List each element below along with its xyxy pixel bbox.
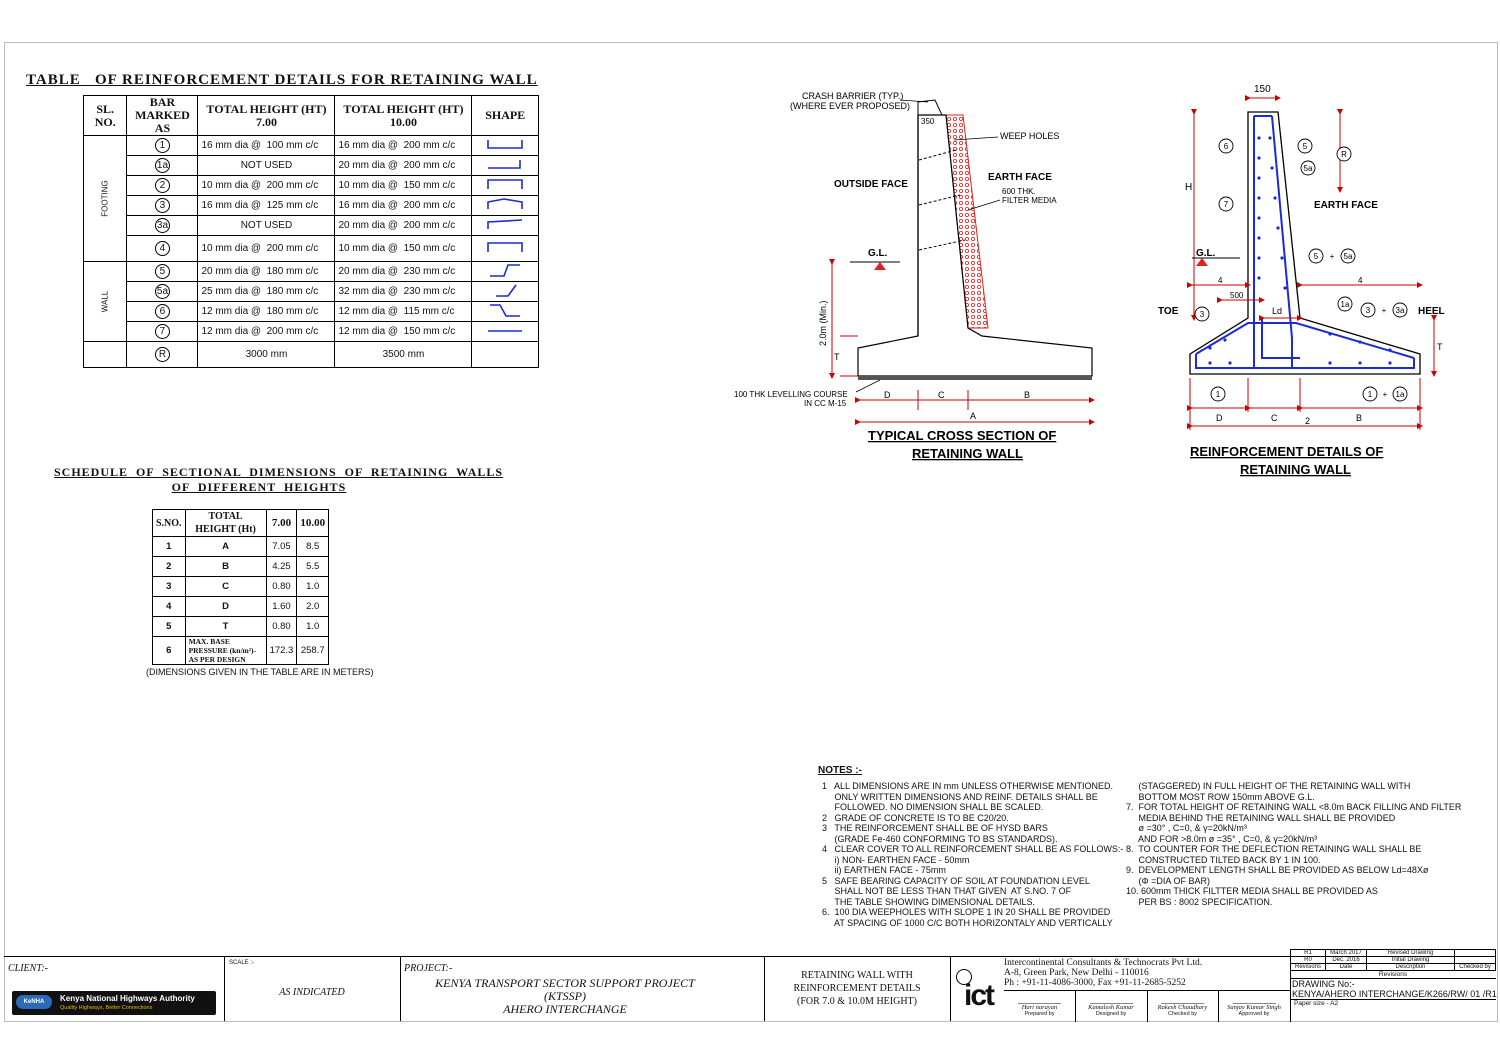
reinforcement-row <box>84 216 539 236</box>
schedule-row <box>153 597 329 617</box>
signature-scribble <box>1161 993 1204 1004</box>
sch-label: MAX. BASE PRESSURE (kn/m²)-AS PER DESIGN <box>185 637 266 665</box>
rd-mark-3a: 3a <box>1395 306 1405 315</box>
revision-row <box>1291 950 1496 957</box>
reinforcement-row <box>84 262 539 282</box>
rd-plus-1: + <box>1329 252 1335 261</box>
tb-client <box>4 957 225 1021</box>
tb-drawing-title-1: RETAINING WALL WITH <box>801 970 913 981</box>
bar-mark <box>127 282 198 302</box>
group-wall-label: WALL <box>100 290 110 313</box>
signatory-name: Hari narayan <box>1021 1004 1058 1011</box>
sch-h7: 172.3 <box>266 637 297 665</box>
value-h7: 10 mm dia @ 200 mm c/c <box>198 176 335 196</box>
cs-filter-1: 600 THK. <box>1002 187 1036 196</box>
schedule-title <box>54 465 504 495</box>
bar-mark <box>127 262 198 282</box>
sch-h7: 0.80 <box>266 577 297 597</box>
ict-logo <box>956 969 996 1017</box>
cs-min-depth: 2.0m (Min.) <box>818 300 828 346</box>
value-h10: 20 mm dia @ 230 mm c/c <box>335 262 472 282</box>
value-h7: 3000 mm <box>198 342 335 368</box>
group-empty <box>84 342 127 368</box>
shape-cell <box>472 156 539 176</box>
schedule-table <box>152 509 329 665</box>
tb-revisions <box>1290 949 1496 1021</box>
bar-mark-label: 3 <box>155 198 170 213</box>
rd-title-2: RETAINING WALL <box>1240 462 1351 477</box>
bar-mark <box>127 156 198 176</box>
signatory-role: Designed by <box>1095 1011 1127 1017</box>
shape-cell <box>472 342 539 368</box>
tb-project-label: PROJECT:- <box>404 963 453 974</box>
shape-cell <box>472 322 539 342</box>
rd-heel: HEEL <box>1418 306 1445 317</box>
rd-b: B <box>1356 413 1363 423</box>
bar-shape-icon <box>486 303 524 318</box>
value-h7: NOT USED <box>198 216 335 236</box>
sch-label: D <box>185 597 266 617</box>
rd-ld: Ld <box>1272 306 1283 316</box>
tb-project-2: (KTSSP) <box>544 989 586 1003</box>
schedule-title-2: OF DIFFERENT HEIGHTS <box>171 480 347 494</box>
reinforcement-row <box>84 342 539 368</box>
tb-consultant <box>950 957 1291 1021</box>
rd-mark-3: 3 <box>1199 310 1205 319</box>
sch-h10: 1.0 <box>297 617 329 637</box>
bar-mark <box>127 302 198 322</box>
schedule-row <box>153 637 329 665</box>
cs-dim-350: 350 <box>921 117 935 126</box>
signature-block <box>1147 991 1219 1022</box>
sch-col-sno: S.NO. <box>153 510 186 537</box>
col-bar: BAR MARKED AS <box>127 96 198 136</box>
bar-mark-label: 7 <box>155 324 170 339</box>
sch-col-h7: 7.00 <box>266 510 297 537</box>
cross-section-drawing <box>730 80 1110 470</box>
rd-bar-base-bottom <box>1196 354 1414 368</box>
bar-shape-icon <box>486 137 524 152</box>
tb-drawing-title-2: REINFORCEMENT DETAILS <box>793 983 921 994</box>
rd-bar-base-top <box>1196 323 1414 358</box>
tb-paper-size: Paper size - A2 <box>1294 1000 1339 1007</box>
kenha-badge: KeNHA <box>16 995 52 1009</box>
sch-sno: 1 <box>153 537 186 557</box>
weep-hole <box>919 195 960 205</box>
shape-cell <box>472 262 539 282</box>
rd-d: D <box>1216 413 1223 423</box>
kenha-name: Kenya National Highways Authority <box>60 994 195 1003</box>
gl-marker <box>874 262 886 270</box>
rd-mark-3-b: 3 <box>1365 306 1371 315</box>
rev-head-checked: Checked by <box>1455 964 1496 971</box>
cs-dim-c: C <box>938 390 945 400</box>
rd-mark-5: 5 <box>1302 142 1308 151</box>
signatory-name: Sanjay Kumar Singh <box>1227 1004 1281 1011</box>
bar-mark-label: R <box>155 347 170 362</box>
rd-title-1: REINFORCEMENT DETAILS OF <box>1190 444 1384 459</box>
value-h7: 16 mm dia @ 100 mm c/c <box>198 136 335 156</box>
bar-mark <box>127 236 198 262</box>
signatory-role: Checked by <box>1167 1011 1198 1017</box>
value-h7: NOT USED <box>198 156 335 176</box>
signatory-name: Kamalesh Kumar <box>1088 1004 1134 1011</box>
kenha-logo <box>12 991 216 1015</box>
bar-mark-label: 2 <box>155 178 170 193</box>
sch-col-h10: 10.00 <box>297 510 329 537</box>
cs-dim-b: B <box>1024 390 1031 400</box>
value-h7: 12 mm dia @ 200 mm c/c <box>198 322 335 342</box>
rev-head-date: Date <box>1326 964 1367 971</box>
rd-mark-1a-b: 1a <box>1395 390 1405 399</box>
bar-mark-label: 3a <box>156 220 169 231</box>
reinforcement-row <box>84 302 539 322</box>
cs-crash-barrier-2: (WHERE EVER PROPOSED) <box>790 101 911 111</box>
tb-consultant-phone: Ph : +91-11-4086-3000, Fax +91-11-2685-5252 <box>1004 978 1186 988</box>
sch-h10: 5.5 <box>297 557 329 577</box>
title-block <box>4 950 1497 1021</box>
bar-shape-icon <box>486 323 524 338</box>
rd-two: 2 <box>1305 416 1311 426</box>
shape-cell <box>472 196 539 216</box>
value-h10: 12 mm dia @ 115 mm c/c <box>335 302 472 322</box>
rev-head-desc: Description <box>1367 964 1455 971</box>
rev-desc: Initial Drawing <box>1367 957 1455 964</box>
revision-row <box>1291 957 1496 964</box>
bar-shape-icon <box>486 263 524 278</box>
rd-c: C <box>1271 413 1278 423</box>
value-h10: 32 mm dia @ 230 mm c/c <box>335 282 472 302</box>
bar-mark-label: 6 <box>155 304 170 319</box>
cs-weep-holes: WEEP HOLES <box>1000 131 1060 141</box>
value-h10: 20 mm dia @ 200 mm c/c <box>335 156 472 176</box>
bar-shape-icon <box>486 217 524 232</box>
rd-gl: G.L. <box>1196 248 1216 259</box>
reinforcement-row <box>84 236 539 262</box>
value-h10: 12 mm dia @ 150 mm c/c <box>335 322 472 342</box>
rd-mark-5a: 5a <box>1303 164 1313 173</box>
col-sl: SL. NO. <box>84 96 127 136</box>
signature-scribble <box>1233 993 1276 1004</box>
rev-date: March 2017 <box>1326 950 1367 957</box>
rd-toe: TOE <box>1158 306 1179 317</box>
tb-drawing-no-label: DRAWING No:- <box>1292 979 1355 989</box>
cs-earth-face: EARTH FACE <box>988 172 1052 183</box>
group-footing <box>84 136 127 262</box>
kenha-tagline: Quality Highways, Better Connections <box>60 1005 153 1011</box>
schedule-row <box>153 537 329 557</box>
bar-shape-icon <box>486 283 524 298</box>
bar-shape-icon <box>486 240 524 255</box>
tb-consultant-address: A-8, Green Park, New Delhi - 110016 <box>1004 968 1149 978</box>
sch-h10: 8.5 <box>297 537 329 557</box>
reinforcement-row <box>84 156 539 176</box>
col-shape: SHAPE <box>472 96 539 136</box>
rd-dim-500: 500 <box>1230 291 1244 300</box>
schedule-row <box>153 557 329 577</box>
tb-project-3: AHERO INTERCHANGE <box>503 1002 627 1016</box>
cs-title-1: TYPICAL CROSS SECTION OF <box>868 428 1057 443</box>
sch-col-th: TOTAL HEIGHT (Ht) <box>185 510 266 537</box>
bar-shape-icon <box>486 177 524 192</box>
rd-mark-1a: 1a <box>1340 300 1350 309</box>
group-wall <box>84 262 127 342</box>
tb-revisions-label: Revisions <box>1290 971 1496 979</box>
value-h10: 10 mm dia @ 150 mm c/c <box>335 176 472 196</box>
crash-barrier <box>918 100 942 115</box>
rev-checked <box>1455 950 1496 957</box>
bar-mark <box>127 216 198 236</box>
bar-shape-icon <box>486 157 524 172</box>
ict-letters: ict <box>964 979 994 1012</box>
rev-checked <box>1455 957 1496 964</box>
shape-cell <box>472 176 539 196</box>
rd-dim-4a: 4 <box>1218 276 1223 285</box>
sch-h7: 1.60 <box>266 597 297 617</box>
bar-mark-label: 4 <box>155 241 170 256</box>
col-h7: TOTAL HEIGHT (HT) 7.00 <box>198 96 335 136</box>
rd-mark-6: 6 <box>1223 142 1229 151</box>
rev-date: Dec. 2016 <box>1326 957 1367 964</box>
shape-cell <box>472 236 539 262</box>
rd-mark-7: 7 <box>1223 200 1229 209</box>
schedule-row <box>153 577 329 597</box>
sch-h7: 0.80 <box>266 617 297 637</box>
schedule-row <box>153 617 329 637</box>
cs-filter-2: FILTER MEDIA <box>1002 196 1057 205</box>
sch-sno: 3 <box>153 577 186 597</box>
cs-gl: G.L. <box>868 248 888 259</box>
value-h10: 16 mm dia @ 200 mm c/c <box>335 196 472 216</box>
cs-levelling-2: IN CC M-15 <box>804 399 847 408</box>
signature-block <box>1004 991 1076 1022</box>
rd-t: T <box>1437 342 1443 352</box>
notes-left: 1 ALL DIMENSIONS ARE IN mm UNLESS OTHERWISE MENTIONED. ONLY WRITTEN DIMENSIONS AND REINF. DETAILS SHALL BE FOLLOWED. NO DIMENSION SHALL BE SCALED. 2 GRADE OF CONCRETE IS TO BE C20/20. 3 THE REINFORCEMENT SHALL BE OF HYSD BARS (GRADE Fe-460 CONFORMING TO BS STANDARDS). 4 CLEAR COVER TO ALL REINFORCEMENT SHALL BE AS FOLLOWS:- i) NON- EARTHEN FACE - 50mm ii) EARTHEN FACE - 75mm 5 SAFE BEARING CAPACITY OF SOIL AT FOUNDATION LEVEL SHALL NOT BE LESS THAN THAT GIVEN AT S.NO. 7 OF THE TABLE SHOWING DIMENSIONAL DETAILS. 6. 100 DIA WEEPHOLES WITH SLOPE 1 IN 20 SHALL BE PROVIDED AT SPACING OF 1000 C/C BOTH HORIZONTALY AND VERTICALLY <box>822 781 1124 928</box>
sch-h7: 4.25 <box>266 557 297 577</box>
reinforcement-row <box>84 136 539 156</box>
rev-head-rev: Revisions <box>1291 964 1326 971</box>
reinforcement-row <box>84 196 539 216</box>
bar-mark <box>127 322 198 342</box>
reinforcement-row <box>84 176 539 196</box>
sch-label: C <box>185 577 266 597</box>
bar-mark <box>127 176 198 196</box>
signature-scribble <box>1090 993 1133 1004</box>
rd-gl-marker <box>1196 258 1208 266</box>
value-h7: 25 mm dia @ 180 mm c/c <box>198 282 335 302</box>
tb-drawing-title-3: (FOR 7.0 & 10.0M HEIGHT) <box>797 996 917 1007</box>
sch-sno: 6 <box>153 637 186 665</box>
col-h10: TOTAL HEIGHT (HT) 10.00 <box>335 96 472 136</box>
bar-mark-label: 5a <box>156 286 169 297</box>
bar-mark <box>127 136 198 156</box>
value-h7: 16 mm dia @ 125 mm c/c <box>198 196 335 216</box>
rd-dim-4b: 4 <box>1358 276 1363 285</box>
tb-project <box>400 957 765 1021</box>
sch-h7: 7.05 <box>266 537 297 557</box>
group-footing-label: FOOTING <box>100 180 110 217</box>
rd-mark-1-b: 1 <box>1367 390 1373 399</box>
cs-title-2: RETAINING WALL <box>912 446 1023 461</box>
value-h7: 12 mm dia @ 180 mm c/c <box>198 302 335 322</box>
sch-h10: 258.7 <box>297 637 329 665</box>
signature-block <box>1219 991 1291 1022</box>
tb-scale-value: AS INDICATED <box>279 987 345 998</box>
sch-sno: 5 <box>153 617 186 637</box>
value-h10: 3500 mm <box>335 342 472 368</box>
rd-mark-5a-b: 5a <box>1343 252 1353 261</box>
reinforcement-row <box>84 322 539 342</box>
schedule-title-1: SCHEDULE OF SECTIONAL DIMENSIONS OF RETAINING WALLS <box>54 465 504 479</box>
reinforcement-row <box>84 282 539 302</box>
signatory-name: Rakesh Chaudhary <box>1157 1004 1208 1011</box>
rd-dim-150: 150 <box>1254 84 1271 95</box>
signature-row <box>1004 990 1290 1022</box>
rd-earth-face: EARTH FACE <box>1314 200 1378 211</box>
value-h7: 10 mm dia @ 200 mm c/c <box>198 236 335 262</box>
tb-client-label: CLIENT:- <box>8 963 49 974</box>
bar-mark-label: 1a <box>156 160 169 171</box>
bar-mark-label: 1 <box>155 138 170 153</box>
tb-scale <box>224 957 401 1021</box>
reinforcement-table <box>83 95 539 368</box>
filter-media <box>946 115 988 328</box>
bar-mark <box>127 342 198 368</box>
shape-cell <box>472 216 539 236</box>
reinforcement-detail-drawing <box>1150 78 1450 482</box>
sch-sno: 4 <box>153 597 186 617</box>
levelling-course <box>858 376 1092 380</box>
rd-plus-3: + <box>1382 390 1388 399</box>
value-h10: 10 mm dia @ 150 mm c/c <box>335 236 472 262</box>
tb-drawing-no: KENYA/AHERO INTERCHANGE/K266/RW/ 01 /R1 <box>1292 989 1497 999</box>
signatory-role: Prepared by <box>1024 1011 1055 1017</box>
rev-desc: Revised Drawing <box>1367 950 1455 957</box>
rev-id: R0 <box>1291 957 1326 964</box>
sch-sno: 2 <box>153 557 186 577</box>
shape-cell <box>472 302 539 322</box>
tb-project-1: KENYA TRANSPORT SECTOR SUPPORT PROJECT <box>435 976 695 990</box>
revision-header <box>1291 964 1496 971</box>
signature-block <box>1076 991 1148 1022</box>
cs-t: T <box>834 352 840 362</box>
sch-h10: 1.0 <box>297 577 329 597</box>
sch-h10: 2.0 <box>297 597 329 617</box>
schedule-footnote: (DIMENSIONS GIVEN IN THE TABLE ARE IN METERS) <box>146 667 374 677</box>
bar-mark-label: 5 <box>155 264 170 279</box>
reinforcement-table-title: TABLE OF REINFORCEMENT DETAILS FOR RETAINING WALL <box>26 72 538 88</box>
notes-right: (STAGGERED) IN FULL HEIGHT OF THE RETAINING WALL WITH BOTTOM MOST ROW 150mm ABOVE G.L. 7. FOR TOTAL HEIGHT OF RETAINING WALL <8.0m BACK FILLING AND FILTER MEDIA BEHIND THE RETAINING WALL SHALL BE PROVIDED ø =30° , C=0, & γ=20kN/m³ AND FOR >8.0m ø =35° , C=0, & γ=20kN/m³ 8. TO COUNTER FOR THE DEFLECTION RETAINING WALL SHALL BE CONSTRUCTED TILTED BACK BY 1 IN 100. 9. DEVELOPMENT LENGTH SHALL BE PROVIDED AS BELOW Ld=48Xø (Φ =DIA OF BAR) 10. 600mm THICK FILTTER MEDIA SHALL BE PROVIDED AS PER BS : 8002 SPECIFICATION. <box>1126 781 1462 907</box>
value-h10: 20 mm dia @ 200 mm c/c <box>335 216 472 236</box>
bar-shape-icon <box>486 197 524 212</box>
sch-label: T <box>185 617 266 637</box>
cs-levelling-1: 100 THK LEVELLING COURSE <box>734 390 848 399</box>
rd-mark-1: 1 <box>1215 390 1221 399</box>
bar-mark <box>127 196 198 216</box>
cs-dim-a: A <box>970 411 977 421</box>
signature-scribble <box>1018 993 1061 1004</box>
weep-hole <box>919 240 965 250</box>
rd-mark-r: R <box>1341 150 1347 159</box>
shape-cell <box>472 136 539 156</box>
signatory-role: Approved by <box>1238 1011 1270 1017</box>
value-h7: 20 mm dia @ 180 mm c/c <box>198 262 335 282</box>
cs-dim-d: D <box>884 390 891 400</box>
sch-label: B <box>185 557 266 577</box>
tb-drawing-title <box>764 957 951 1021</box>
rd-plus-2: + <box>1381 306 1387 315</box>
tb-scale-label: SCALE :- <box>229 960 255 966</box>
notes-title: NOTES :- <box>818 765 862 776</box>
value-h10: 16 mm dia @ 200 mm c/c <box>335 136 472 156</box>
tb-consultant-name: Intercontinental Consultants & Technocrats Pvt Ltd. <box>1004 958 1203 968</box>
bar-shape-icon <box>486 346 524 361</box>
sch-label: A <box>185 537 266 557</box>
cs-outside-face: OUTSIDE FACE <box>834 179 908 190</box>
cs-crash-barrier: CRASH BARRIER (TYP.) <box>802 91 904 101</box>
rd-mark-5-b: 5 <box>1313 252 1319 261</box>
rd-h: H <box>1185 182 1193 193</box>
shape-cell <box>472 282 539 302</box>
rev-id: R1 <box>1291 950 1326 957</box>
